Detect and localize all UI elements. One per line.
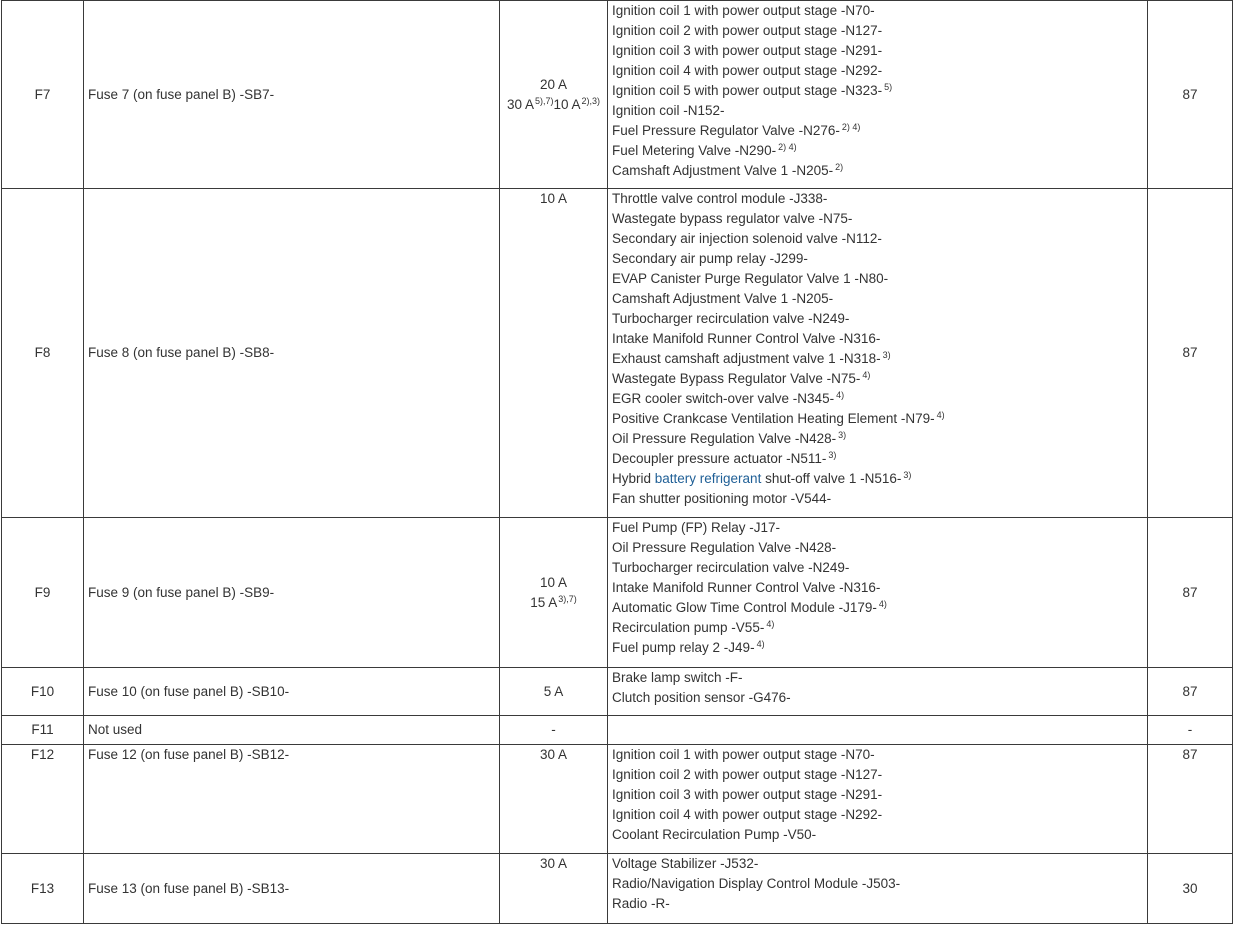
component-text: Camshaft Adjustment Valve 1 -N205- [612,163,834,178]
component-item [612,429,1143,449]
fuse-row [2,189,1233,518]
component-item [612,558,1143,578]
fuse-terminal: 87 [1148,668,1233,716]
component-item [612,329,1143,349]
component-item [612,229,1143,249]
fuse-description: Fuse 13 (on fuse panel B) -SB13- [84,854,500,924]
footnote-marker: 4) [862,370,871,380]
fuse-id: F11 [2,716,84,745]
footnote-marker: 3) [903,470,912,480]
fuse-terminal: 87 [1148,1,1233,189]
footnote-marker: 3) [882,350,891,360]
footnote-marker: 3) [828,450,837,460]
component-text: Fuel Pressure Regulator Valve -N276- [612,123,840,138]
fuse-id: F8 [2,189,84,518]
footnote-marker: 4) [836,390,845,400]
component-text: EGR cooler switch-over valve -N345- [612,391,835,406]
fuse-terminal: 87 [1148,189,1233,518]
amperage-line [504,95,603,115]
amperage-line [504,682,603,702]
component-text: Turbocharger recirculation valve -N249- [612,560,850,575]
fuse-amperage [500,189,608,518]
fuse-terminal: - [1148,716,1233,745]
fuse-amperage [500,668,608,716]
fuse-components [608,668,1148,716]
fuse-terminal: 87 [1148,518,1233,668]
component-item [612,538,1143,558]
fuse-components [608,189,1148,518]
component-item [612,745,1143,765]
amperage-line [504,854,603,874]
amperage-value: 30 A [539,747,568,762]
component-item [612,854,1143,874]
glossary-link[interactable]: battery refrigerant [654,471,762,486]
component-item [612,874,1143,894]
component-item [612,518,1143,538]
component-text: Secondary air pump relay -J299- [612,251,808,266]
fuse-description: Fuse 8 (on fuse panel B) -SB8- [84,189,500,518]
amperage-value: - [551,722,556,737]
component-item [612,668,1143,688]
fuse-id: F12 [2,745,84,854]
component-item [612,389,1143,409]
fuse-components [608,854,1148,924]
footnote-marker: 4) [766,619,775,629]
fuse-id: F9 [2,518,84,668]
amperage-value: 10 A [553,96,581,112]
component-item [612,598,1143,618]
amperage-line [504,189,603,209]
footnote-marker: 5) [884,82,893,92]
fuse-id: F13 [2,854,84,924]
amperage-value: 10 A [539,574,568,590]
footnote-marker: 4) [878,599,887,609]
component-text: Ignition coil -N152- [612,103,725,118]
fuse-row [2,745,1233,854]
component-text: shut-off valve 1 -N516- [761,471,902,486]
component-text: Ignition coil 1 with power output stage -N70- [612,747,875,762]
component-text: Brake lamp switch -F- [612,670,743,685]
fuse-row [2,854,1233,924]
component-text: Ignition coil 4 with power output stage -N292- [612,63,883,78]
amperage-line [504,75,603,95]
footnote-marker: 5),7) [534,95,554,106]
component-text: Fuel pump relay 2 -J49- [612,640,755,655]
amperage-value: 10 A [539,191,568,206]
component-text: Fuel Metering Valve -N290- [612,143,777,158]
footnote-marker: 3),7) [558,593,577,604]
component-item [612,805,1143,825]
footnote-marker: 4) [936,410,945,420]
amperage-value: 15 A [530,594,558,610]
component-item [612,688,1143,708]
component-item [612,21,1143,41]
component-text: Fan shutter positioning motor -V544- [612,491,832,506]
component-item [612,101,1143,121]
component-item [612,209,1143,229]
component-item [612,489,1143,509]
component-text: Recirculation pump -V55- [612,620,765,635]
fuse-table [1,0,1233,924]
footnote-marker: 3) [838,430,847,440]
amperage-value: 30 A [506,96,534,112]
component-item [612,189,1143,209]
component-text: Ignition coil 2 with power output stage -N127- [612,767,883,782]
footnote-marker: 2),3) [581,95,601,106]
fuse-description: Fuse 12 (on fuse panel B) -SB12- [84,745,500,854]
fuse-components [608,745,1148,854]
component-item [612,825,1143,845]
fuse-components [608,518,1148,668]
fuse-description: Fuse 10 (on fuse panel B) -SB10- [84,668,500,716]
component-item [612,578,1143,598]
component-item [612,1,1143,21]
component-item [612,765,1143,785]
component-text: Radio -R- [612,896,670,911]
component-item [612,269,1143,289]
footnote-marker: 2) 4) [841,122,861,132]
component-text: Exhaust camshaft adjustment valve 1 -N318- [612,351,881,366]
component-text: Throttle valve control module -J338- [612,191,828,206]
amperage-line [504,745,603,765]
component-item [612,41,1143,61]
component-text: Intake Manifold Runner Control Valve -N316- [612,331,881,346]
component-item [612,141,1143,161]
amperage-line [504,593,603,613]
fuse-description: Not used [84,716,500,745]
amperage-value: 5 A [543,683,564,699]
component-item [612,309,1143,329]
fuse-amperage [500,854,608,924]
component-text: Voltage Stabilizer -J532- [612,856,759,871]
fuse-amperage [500,1,608,189]
component-text: Camshaft Adjustment Valve 1 -N205- [612,291,834,306]
component-text: Turbocharger recirculation valve -N249- [612,311,850,326]
component-item [612,785,1143,805]
component-item [612,349,1143,369]
component-text: Oil Pressure Regulation Valve -N428- [612,540,837,555]
amperage-line [504,720,603,740]
fuse-row [2,668,1233,716]
component-item [612,894,1143,914]
component-text: Ignition coil 5 with power output stage -N323- [612,83,883,98]
component-text: Automatic Glow Time Control Module -J179- [612,600,877,615]
component-item [612,289,1143,309]
component-item [612,161,1143,181]
component-text: Positive Crankcase Ventilation Heating Element -N79- [612,411,935,426]
component-item [612,409,1143,429]
component-text-prefix: Hybrid [612,471,655,486]
component-text: Ignition coil 3 with power output stage -N291- [612,787,883,802]
component-text: Coolant Recirculation Pump -V50- [612,827,817,842]
amperage-value: 20 A [539,76,568,92]
footnote-marker: 2) 4) [778,142,797,152]
component-item [612,121,1143,141]
fuse-row [2,716,1233,745]
component-text: Intake Manifold Runner Control Valve -N316- [612,580,881,595]
component-text: Oil Pressure Regulation Valve -N428- [612,431,837,446]
fuse-row [2,518,1233,668]
fuse-description: Fuse 9 (on fuse panel B) -SB9- [84,518,500,668]
amperage-line [504,573,603,593]
footnote-marker: 4) [756,639,765,649]
amperage-value: 30 A [539,856,568,871]
component-text: Clutch position sensor -G476- [612,690,791,705]
component-text: Ignition coil 3 with power output stage -N291- [612,43,883,58]
component-text: Ignition coil 4 with power output stage -N292- [612,807,883,822]
component-item [612,369,1143,389]
component-text: Secondary air injection solenoid valve -N112- [612,231,882,246]
component-text: Wastegate bypass regulator valve -N75- [612,211,853,226]
component-item [612,618,1143,638]
component-item [612,249,1143,269]
fuse-id: F7 [2,1,84,189]
fuse-components [608,716,1148,745]
fuse-amperage [500,716,608,745]
component-item [612,81,1143,101]
component-item [612,638,1143,658]
component-item [612,61,1143,81]
component-text: Radio/Navigation Display Control Module -J503- [612,876,901,891]
fuse-row [2,1,1233,189]
component-item [612,469,1143,489]
component-text: Ignition coil 2 with power output stage -N127- [612,23,883,38]
fuse-terminal: 87 [1148,745,1233,854]
component-text: Wastegate Bypass Regulator Valve -N75- [612,371,861,386]
fuse-table-body [2,1,1233,924]
fuse-terminal: 30 [1148,854,1233,924]
fuse-components [608,1,1148,189]
fuse-id: F10 [2,668,84,716]
component-item [612,449,1143,469]
fuse-amperage [500,745,608,854]
component-text: Ignition coil 1 with power output stage -N70- [612,3,875,18]
footnote-marker: 2) [835,162,844,172]
component-text: Decoupler pressure actuator -N511- [612,451,827,466]
component-text: EVAP Canister Purge Regulator Valve 1 -N80- [612,271,889,286]
fuse-amperage [500,518,608,668]
fuse-description: Fuse 7 (on fuse panel B) -SB7- [84,1,500,189]
component-text: Fuel Pump (FP) Relay -J17- [612,520,781,535]
